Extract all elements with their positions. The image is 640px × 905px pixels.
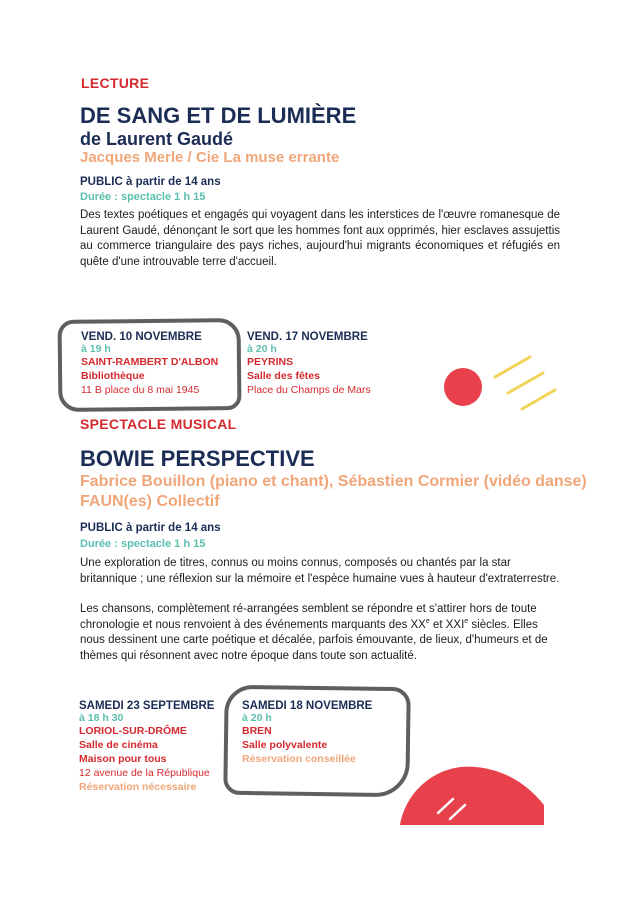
town-label: PEYRINS xyxy=(247,356,294,368)
duration: Durée : spectacle 1 h 15 xyxy=(80,538,206,550)
event-author: de Laurent Gaudé xyxy=(80,129,234,149)
reservation-label: Réservation conseillée xyxy=(242,753,356,765)
venue-label: Salle de cinéma xyxy=(79,739,158,751)
address-label: Place du Champs de Mars xyxy=(247,384,371,396)
desc-part: siècles. Elles nous dessinent une carte poétique et décalée, parfois émouvante, de lieux, d'humeurs et de thèmes qui résonnent avec notre époque dans toute son actualité. xyxy=(80,618,548,662)
desc-part: et XXI xyxy=(429,618,465,631)
superscript: e xyxy=(464,617,469,625)
event-title: DE SANG ET DE LUMIÈRE xyxy=(80,103,357,128)
time-label: à 19 h xyxy=(81,343,111,355)
date-label: SAMEDI 23 SEPTEMBRE xyxy=(79,700,215,712)
address-label: 12 avenue de la République xyxy=(79,767,210,779)
date-block-3 xyxy=(79,700,214,794)
public-age: PUBLIC à partir de 14 ans xyxy=(80,176,221,188)
venue-label: Salle des fêtes xyxy=(247,370,320,382)
event-description-1: Une exploration de titres, connus ou moins connus, composés ou chantés par la star britannique ; une réflexion sur la mémoire et l'espèce humaine vues à hauteur d'extraterrestre. xyxy=(80,557,560,585)
decorative-blob-shape xyxy=(400,767,544,825)
decorative-circle xyxy=(444,368,482,406)
event-credits: Fabrice Bouillon (piano et chant), Sébastien Cormier (vidéo danse) xyxy=(80,473,587,490)
category-spectacle: SPECTACLE MUSICAL xyxy=(80,416,237,429)
event-company: FAUN(es) Collectif xyxy=(80,493,220,510)
date-label: SAMEDI 18 NOVEMBRE xyxy=(242,700,373,712)
address-label: 11 B place du 8 mai 1945 xyxy=(81,384,200,396)
time-label: à 18 h 30 xyxy=(79,712,124,724)
venue-label: Salle polyvalente xyxy=(242,739,328,751)
hand-drawn-highlight xyxy=(223,685,411,798)
public-age: PUBLIC à partir de 14 ans xyxy=(80,522,221,534)
decorative-dash xyxy=(522,390,555,409)
date-label: VEND. 10 NOVEMBRE xyxy=(81,331,202,343)
decorative-blob xyxy=(398,745,548,825)
date-label: VEND. 17 NOVEMBRE xyxy=(247,331,368,343)
date-block-2 xyxy=(247,331,371,397)
category-clip xyxy=(80,410,280,429)
town-label: LORIOL-SUR-DRÔME xyxy=(79,725,187,737)
decorative-circle-and-dashes xyxy=(430,355,570,415)
venue-label-2: Maison pour tous xyxy=(79,753,167,765)
hand-drawn-highlight xyxy=(58,318,242,412)
duration: Durée : spectacle 1 h 15 xyxy=(80,191,206,203)
town-label: BREN xyxy=(242,725,272,737)
event-credits: Jacques Merle / Cie La muse errante xyxy=(80,149,340,166)
town-label: SAINT-RAMBERT D'ALBON xyxy=(81,356,219,368)
time-label: à 20 h xyxy=(242,712,272,724)
venue-label: Bibliothèque xyxy=(81,370,145,382)
reservation-label: Réservation nécessaire xyxy=(79,781,197,793)
superscript: e xyxy=(425,617,430,625)
time-label: à 20 h xyxy=(247,343,277,355)
event-title: BOWIE PERSPECTIVE xyxy=(80,446,315,471)
decorative-dash xyxy=(495,357,530,377)
desc-part: Les chansons, complètement ré-arrangées semblent se répondre et s'attirer hors de toute chronologie et nous renvoient à des événements marquants des XX xyxy=(80,603,537,631)
decorative-dash xyxy=(508,373,543,393)
category-lecture: LECTURE xyxy=(81,75,150,91)
event-description: Des textes poétiques et engagés qui voyagent dans les interstices de l'œuvre romanesque de Laurent Gaudé, dénonçant le sort que les hommes font aux opprimés, hier esclaves assujettis au commerce triangulaire des pays riches, aujourd'hui migrants économiques et réfugiés en quête d'une introuvable terre d'accueil. xyxy=(80,209,560,268)
event-description-2 xyxy=(80,602,560,664)
